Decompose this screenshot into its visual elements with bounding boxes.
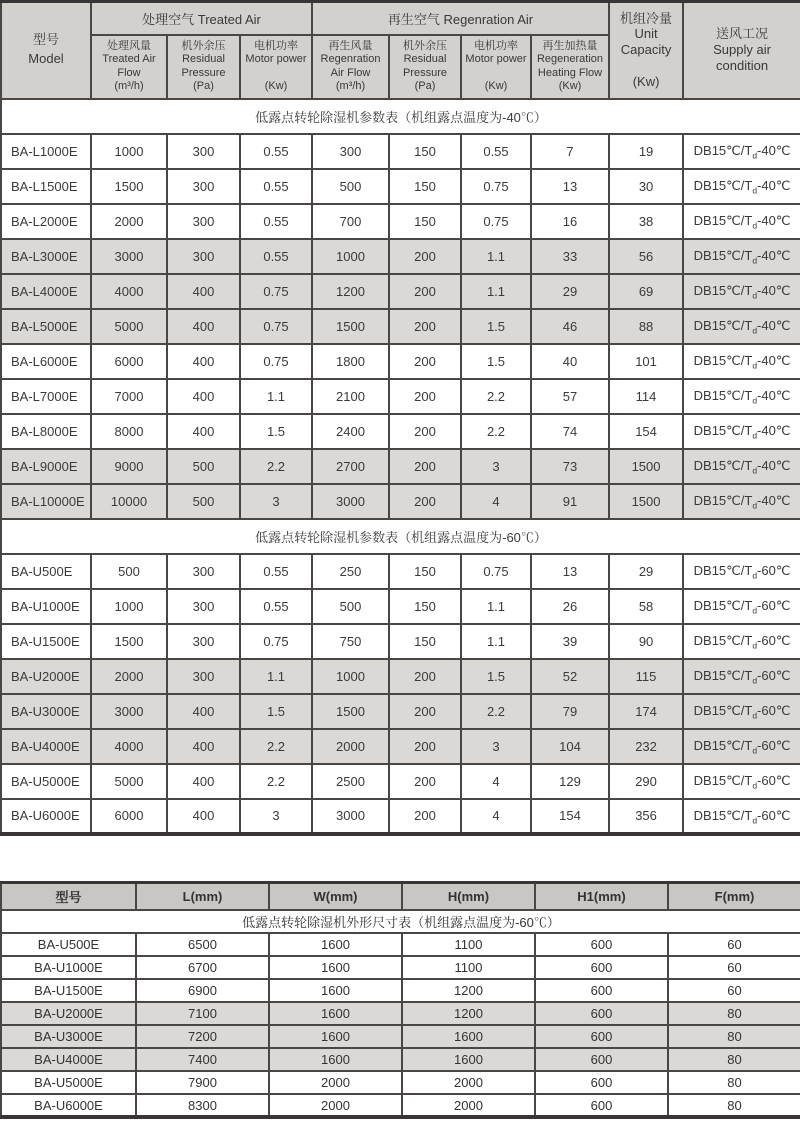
value-cell: 2.2: [461, 694, 531, 729]
value-cell: 1500: [312, 309, 389, 344]
value-cell: 2.2: [461, 414, 531, 449]
value-cell: 1000: [312, 239, 389, 274]
section-title-40c: 低露点转轮除湿机参数表（机组露点温度为-40℃）: [1, 99, 800, 134]
dim-col-header-w: W(mm): [269, 882, 402, 910]
table-row: [1, 1094, 800, 1117]
col-group-treated-air: 处理空气 Treated Air: [91, 2, 312, 35]
value-cell: 400: [167, 694, 240, 729]
model-cell: BA-L2000E: [1, 204, 91, 239]
section-title-row-40c: [1, 99, 800, 134]
model-cell: BA-L9000E: [1, 449, 91, 484]
value-cell: 232: [609, 729, 683, 764]
value-cell: 3: [240, 484, 312, 519]
table-row: [1, 379, 800, 414]
value-cell: 80: [668, 1071, 800, 1094]
value-cell: 600: [535, 1025, 668, 1048]
value-cell: 400: [167, 764, 240, 799]
model-cell: BA-L8000E: [1, 414, 91, 449]
value-cell: 300: [167, 659, 240, 694]
value-cell: 7: [531, 134, 609, 169]
value-cell: 4000: [91, 274, 167, 309]
model-cell: BA-L1000E: [1, 134, 91, 169]
value-cell: 8300: [136, 1094, 269, 1117]
value-cell: 200: [389, 764, 461, 799]
value-cell: 1.1: [240, 379, 312, 414]
value-cell: 90: [609, 624, 683, 659]
model-cell: BA-L7000E: [1, 379, 91, 414]
table-row: [1, 933, 800, 956]
table-row: [1, 979, 800, 1002]
value-cell: 500: [91, 554, 167, 589]
value-cell: 154: [609, 414, 683, 449]
value-cell: 0.75: [240, 309, 312, 344]
value-cell: 7200: [136, 1025, 269, 1048]
model-cell: BA-L5000E: [1, 309, 91, 344]
value-cell: 57: [531, 379, 609, 414]
value-cell: 750: [312, 624, 389, 659]
supply-condition-cell: $DB15℃/T_d-60℃$: [683, 764, 800, 799]
table-row: [1, 274, 800, 309]
table-row: [1, 309, 800, 344]
model-cell: BA-L10000E: [1, 484, 91, 519]
value-cell: 6000: [91, 799, 167, 834]
table-row: [1, 449, 800, 484]
value-cell: 115: [609, 659, 683, 694]
supply-condition-cell: $DB15℃/T_d-40℃$: [683, 379, 800, 414]
value-cell: 600: [535, 956, 668, 979]
model-cell: BA-U2000E: [1, 1002, 136, 1025]
value-cell: 400: [167, 414, 240, 449]
value-cell: 88: [609, 309, 683, 344]
value-cell: 3000: [312, 484, 389, 519]
value-cell: 3: [240, 799, 312, 834]
supply-condition-cell: $DB15℃/T_d-40℃$: [683, 449, 800, 484]
value-cell: 80: [668, 1094, 800, 1117]
value-cell: 1200: [402, 979, 535, 1002]
value-cell: 356: [609, 799, 683, 834]
dim-col-header-h1: H1(mm): [535, 882, 668, 910]
model-cell: BA-L4000E: [1, 274, 91, 309]
header-group-row: [1, 2, 800, 35]
value-cell: 400: [167, 379, 240, 414]
col-header-regen-air-flow: 再生风量 Regenration Air Flow (m³/h): [312, 35, 389, 99]
value-cell: 29: [531, 274, 609, 309]
value-cell: 79: [531, 694, 609, 729]
value-cell: 500: [312, 589, 389, 624]
value-cell: 200: [389, 379, 461, 414]
value-cell: 13: [531, 169, 609, 204]
value-cell: 700: [312, 204, 389, 239]
value-cell: 1500: [91, 169, 167, 204]
value-cell: 300: [167, 624, 240, 659]
value-cell: 200: [389, 694, 461, 729]
value-cell: 400: [167, 274, 240, 309]
value-cell: 69: [609, 274, 683, 309]
table-row: [1, 484, 800, 519]
value-cell: 73: [531, 449, 609, 484]
dimensions-rows: [1, 933, 800, 1117]
table-row: [1, 694, 800, 729]
value-cell: 3: [461, 449, 531, 484]
value-cell: 2000: [269, 1094, 402, 1117]
value-cell: 6900: [136, 979, 269, 1002]
value-cell: 1000: [91, 134, 167, 169]
dim-col-header-f: F(mm): [668, 882, 800, 910]
supply-condition-cell: $DB15℃/T_d-40℃$: [683, 169, 800, 204]
value-cell: 1500: [91, 624, 167, 659]
value-cell: 200: [389, 309, 461, 344]
value-cell: 500: [312, 169, 389, 204]
col-header-unit-capacity: 机组冷量 Unit Capacity (Kw): [609, 2, 683, 99]
dim-col-header-h: H(mm): [402, 882, 535, 910]
table-row: [1, 1071, 800, 1094]
value-cell: 60: [668, 933, 800, 956]
dimensions-title: 低露点转轮除湿机外形尺寸表（机组露点温度为-60℃）: [1, 910, 800, 933]
col-header-treated-residual-pressure: 机外余压 Residual Pressure (Pa): [167, 35, 240, 99]
value-cell: 58: [609, 589, 683, 624]
supply-condition-cell: $DB15℃/T_d-40℃$: [683, 344, 800, 379]
value-cell: 1.5: [461, 309, 531, 344]
value-cell: 250: [312, 554, 389, 589]
value-cell: 101: [609, 344, 683, 379]
supply-condition-cell: $DB15℃/T_d-60℃$: [683, 729, 800, 764]
model-cell: BA-U1500E: [1, 624, 91, 659]
col-header-supply-air-condition: 送风工况 Supply air condition: [683, 2, 800, 99]
dimensions-header-row: [1, 882, 800, 910]
model-cell: BA-U500E: [1, 554, 91, 589]
value-cell: 2500: [312, 764, 389, 799]
value-cell: 52: [531, 659, 609, 694]
value-cell: 9000: [91, 449, 167, 484]
dim-col-header-l: L(mm): [136, 882, 269, 910]
value-cell: 200: [389, 239, 461, 274]
col-header-regen-motor-power: 电机功率 Motor power (Kw): [461, 35, 531, 99]
value-cell: 0.55: [461, 134, 531, 169]
value-cell: 19: [609, 134, 683, 169]
value-cell: 0.75: [461, 169, 531, 204]
table-row: [1, 239, 800, 274]
value-cell: 600: [535, 979, 668, 1002]
value-cell: 600: [535, 1048, 668, 1071]
model-cell: BA-U1500E: [1, 979, 136, 1002]
value-cell: 0.55: [240, 169, 312, 204]
value-cell: 1.1: [240, 659, 312, 694]
value-cell: 150: [389, 589, 461, 624]
supply-condition-cell: $DB15℃/T_d-40℃$: [683, 274, 800, 309]
dim-col-header-model: 型号: [1, 882, 136, 910]
value-cell: 600: [535, 1094, 668, 1117]
value-cell: 60: [668, 956, 800, 979]
value-cell: 150: [389, 169, 461, 204]
model-cell: BA-U500E: [1, 933, 136, 956]
value-cell: 2000: [269, 1071, 402, 1094]
value-cell: 1200: [402, 1002, 535, 1025]
value-cell: 400: [167, 309, 240, 344]
value-cell: 1600: [269, 1002, 402, 1025]
value-cell: 1600: [402, 1025, 535, 1048]
value-cell: 74: [531, 414, 609, 449]
value-cell: 1800: [312, 344, 389, 379]
value-cell: 400: [167, 799, 240, 834]
value-cell: 39: [531, 624, 609, 659]
value-cell: 300: [167, 239, 240, 274]
value-cell: 150: [389, 134, 461, 169]
value-cell: 1.5: [461, 659, 531, 694]
value-cell: 290: [609, 764, 683, 799]
value-cell: 150: [389, 624, 461, 659]
value-cell: 1200: [312, 274, 389, 309]
value-cell: 200: [389, 414, 461, 449]
value-cell: 200: [389, 449, 461, 484]
value-cell: 60: [668, 979, 800, 1002]
value-cell: 6700: [136, 956, 269, 979]
value-cell: 1600: [269, 956, 402, 979]
value-cell: 6500: [136, 933, 269, 956]
supply-condition-cell: $DB15℃/T_d-60℃$: [683, 694, 800, 729]
table-row: [1, 764, 800, 799]
table-row: [1, 134, 800, 169]
value-cell: 33: [531, 239, 609, 274]
value-cell: 300: [312, 134, 389, 169]
value-cell: 80: [668, 1025, 800, 1048]
value-cell: 1000: [312, 659, 389, 694]
value-cell: 2.2: [461, 379, 531, 414]
value-cell: 7100: [136, 1002, 269, 1025]
value-cell: 3000: [312, 799, 389, 834]
value-cell: 400: [167, 344, 240, 379]
value-cell: 1600: [269, 1025, 402, 1048]
model-cell: BA-U1000E: [1, 956, 136, 979]
value-cell: 1.5: [240, 694, 312, 729]
value-cell: 200: [389, 274, 461, 309]
value-cell: 6000: [91, 344, 167, 379]
value-cell: 1600: [269, 933, 402, 956]
value-cell: 0.75: [240, 624, 312, 659]
value-cell: 2.2: [240, 449, 312, 484]
value-cell: 7400: [136, 1048, 269, 1071]
value-cell: 80: [668, 1002, 800, 1025]
col-header-regen-heating-flow: 再生加热量 Regeneration Heating Flow (Kw): [531, 35, 609, 99]
value-cell: 3000: [91, 239, 167, 274]
value-cell: 0.75: [240, 274, 312, 309]
value-cell: 2000: [91, 204, 167, 239]
value-cell: 500: [167, 484, 240, 519]
value-cell: 0.55: [240, 134, 312, 169]
col-header-treated-motor-power: 电机功率 Motor power (Kw): [240, 35, 312, 99]
col-header-regen-residual-pressure: 机外余压 Residual Pressure (Pa): [389, 35, 461, 99]
value-cell: 600: [535, 1071, 668, 1094]
value-cell: 1100: [402, 933, 535, 956]
col-group-regeneration-air: 再生空气 Regenration Air: [312, 2, 609, 35]
value-cell: 1.1: [461, 624, 531, 659]
value-cell: 1000: [91, 589, 167, 624]
supply-condition-cell: $DB15℃/T_d-60℃$: [683, 799, 800, 834]
section-40c-rows: [1, 134, 800, 519]
value-cell: 300: [167, 554, 240, 589]
supply-condition-cell: $DB15℃/T_d-60℃$: [683, 554, 800, 589]
value-cell: 1600: [402, 1048, 535, 1071]
value-cell: 5000: [91, 309, 167, 344]
model-cell: BA-U4000E: [1, 1048, 136, 1071]
model-cell: BA-U2000E: [1, 659, 91, 694]
value-cell: 0.55: [240, 204, 312, 239]
section-title-row-60c: [1, 519, 800, 554]
table-row: [1, 624, 800, 659]
table-row: [1, 956, 800, 979]
model-cell: BA-U6000E: [1, 1094, 136, 1117]
value-cell: 600: [535, 933, 668, 956]
value-cell: 40: [531, 344, 609, 379]
value-cell: 200: [389, 659, 461, 694]
value-cell: 2100: [312, 379, 389, 414]
value-cell: 1.5: [461, 344, 531, 379]
value-cell: 1500: [609, 449, 683, 484]
supply-condition-cell: $DB15℃/T_d-40℃$: [683, 134, 800, 169]
value-cell: 400: [167, 729, 240, 764]
value-cell: 104: [531, 729, 609, 764]
value-cell: 13: [531, 554, 609, 589]
model-cell: BA-L1500E: [1, 169, 91, 204]
supply-condition-cell: $DB15℃/T_d-60℃$: [683, 659, 800, 694]
model-cell: BA-U5000E: [1, 764, 91, 799]
value-cell: 29: [609, 554, 683, 589]
value-cell: 91: [531, 484, 609, 519]
value-cell: 1.1: [461, 589, 531, 624]
table-row: [1, 1025, 800, 1048]
value-cell: 56: [609, 239, 683, 274]
model-cell: BA-U5000E: [1, 1071, 136, 1094]
value-cell: 3000: [91, 694, 167, 729]
supply-condition-cell: $DB15℃/T_d-60℃$: [683, 624, 800, 659]
model-cell: BA-U1000E: [1, 589, 91, 624]
supply-condition-cell: $DB15℃/T_d-40℃$: [683, 239, 800, 274]
value-cell: 2000: [402, 1071, 535, 1094]
value-cell: 1600: [269, 1048, 402, 1071]
model-cell: BA-L3000E: [1, 239, 91, 274]
value-cell: 38: [609, 204, 683, 239]
value-cell: 1.1: [461, 274, 531, 309]
table-row: [1, 799, 800, 834]
model-cell: BA-U3000E: [1, 1025, 136, 1048]
table-row: [1, 414, 800, 449]
value-cell: 1.1: [461, 239, 531, 274]
supply-condition-cell: $DB15℃/T_d-40℃$: [683, 204, 800, 239]
value-cell: 10000: [91, 484, 167, 519]
value-cell: 16: [531, 204, 609, 239]
value-cell: 7000: [91, 379, 167, 414]
value-cell: 2000: [91, 659, 167, 694]
dimensions-title-row: [1, 910, 800, 933]
table-row: [1, 554, 800, 589]
col-header-model: 型号 Model: [1, 2, 91, 99]
model-cell: BA-U6000E: [1, 799, 91, 834]
model-cell: BA-U4000E: [1, 729, 91, 764]
table-row: [1, 659, 800, 694]
value-cell: 150: [389, 204, 461, 239]
table-row: [1, 1002, 800, 1025]
value-cell: 0.75: [240, 344, 312, 379]
col-header-treated-air-flow: 处理风量 Treated Air Flow (m³/h): [91, 35, 167, 99]
value-cell: 2.2: [240, 729, 312, 764]
section-60c-rows: [1, 554, 800, 834]
value-cell: 1100: [402, 956, 535, 979]
value-cell: 600: [535, 1002, 668, 1025]
model-cell: BA-U3000E: [1, 694, 91, 729]
value-cell: 4: [461, 799, 531, 834]
value-cell: 26: [531, 589, 609, 624]
value-cell: 1.5: [240, 414, 312, 449]
table-gap: [0, 836, 800, 881]
value-cell: 3: [461, 729, 531, 764]
value-cell: 300: [167, 589, 240, 624]
value-cell: 2700: [312, 449, 389, 484]
table-row: [1, 1048, 800, 1071]
value-cell: 80: [668, 1048, 800, 1071]
value-cell: 2000: [402, 1094, 535, 1117]
supply-condition-cell: $DB15℃/T_d-40℃$: [683, 309, 800, 344]
table-row: [1, 344, 800, 379]
value-cell: 154: [531, 799, 609, 834]
value-cell: 129: [531, 764, 609, 799]
value-cell: 200: [389, 344, 461, 379]
value-cell: 1500: [312, 694, 389, 729]
value-cell: 200: [389, 729, 461, 764]
value-cell: 114: [609, 379, 683, 414]
value-cell: 174: [609, 694, 683, 729]
value-cell: 1600: [269, 979, 402, 1002]
value-cell: 150: [389, 554, 461, 589]
section-title-60c: 低露点转轮除湿机参数表（机组露点温度为-60℃）: [1, 519, 800, 554]
model-cell: BA-L6000E: [1, 344, 91, 379]
value-cell: 300: [167, 134, 240, 169]
value-cell: 200: [389, 484, 461, 519]
value-cell: 2.2: [240, 764, 312, 799]
value-cell: 5000: [91, 764, 167, 799]
value-cell: 2400: [312, 414, 389, 449]
table-row: [1, 204, 800, 239]
value-cell: 4: [461, 484, 531, 519]
supply-condition-cell: $DB15℃/T_d-60℃$: [683, 589, 800, 624]
supply-condition-cell: $DB15℃/T_d-40℃$: [683, 484, 800, 519]
value-cell: 300: [167, 204, 240, 239]
value-cell: 7900: [136, 1071, 269, 1094]
table-row: [1, 589, 800, 624]
value-cell: 500: [167, 449, 240, 484]
value-cell: 0.75: [461, 204, 531, 239]
value-cell: 0.55: [240, 239, 312, 274]
value-cell: 200: [389, 799, 461, 834]
value-cell: 2000: [312, 729, 389, 764]
value-cell: 300: [167, 169, 240, 204]
value-cell: 1500: [609, 484, 683, 519]
value-cell: 4: [461, 764, 531, 799]
value-cell: 0.55: [240, 554, 312, 589]
value-cell: 46: [531, 309, 609, 344]
value-cell: 0.55: [240, 589, 312, 624]
dimensions-table: [0, 881, 800, 1120]
value-cell: 30: [609, 169, 683, 204]
table-row: [1, 169, 800, 204]
supply-condition-cell: $DB15℃/T_d-40℃$: [683, 414, 800, 449]
value-cell: 8000: [91, 414, 167, 449]
value-cell: 0.75: [461, 554, 531, 589]
table-row: [1, 729, 800, 764]
value-cell: 4000: [91, 729, 167, 764]
